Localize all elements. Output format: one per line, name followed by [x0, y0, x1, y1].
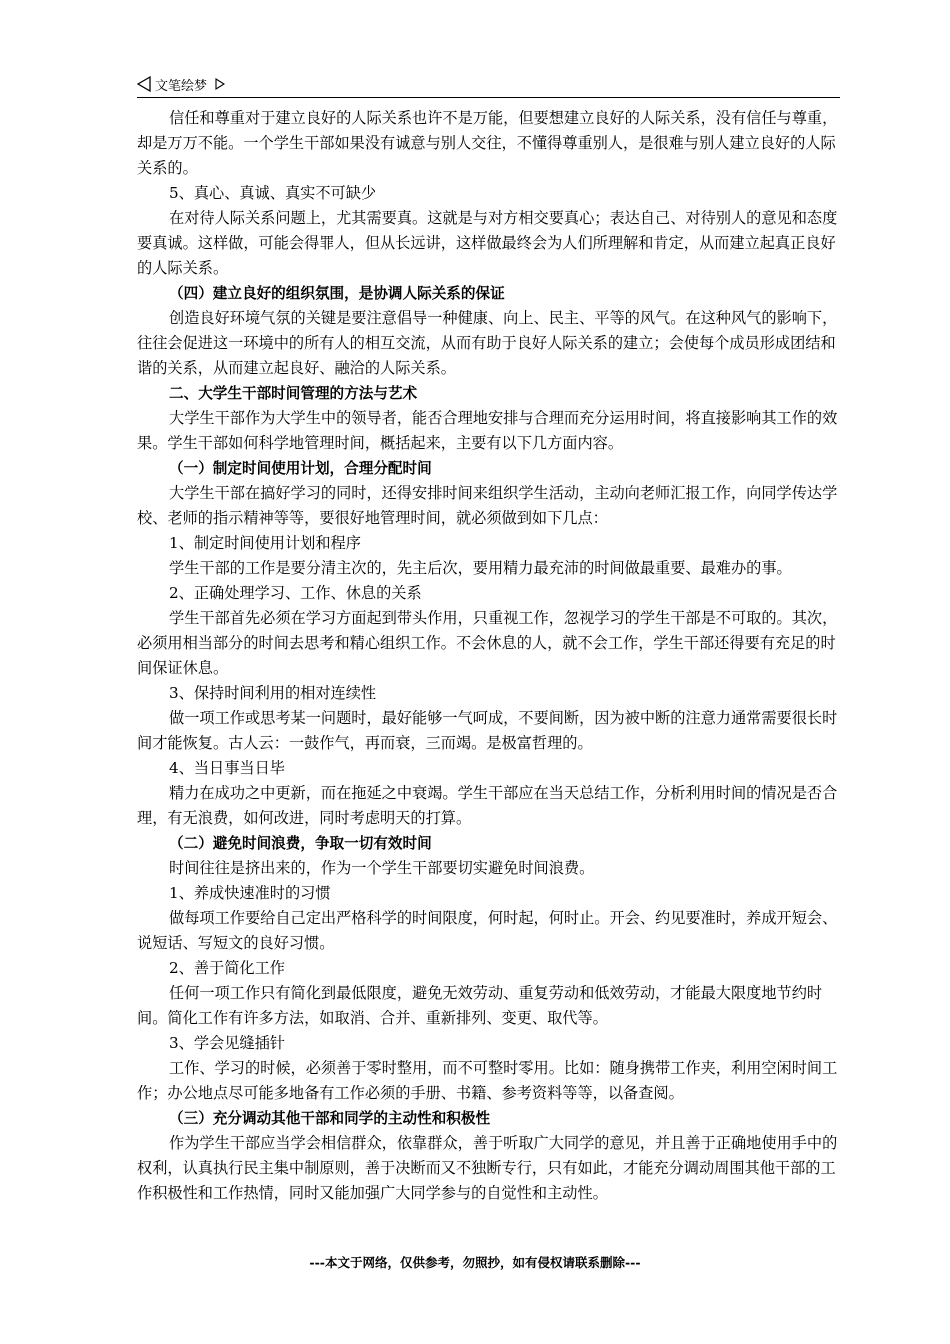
- page-header: [137, 74, 840, 96]
- body-paragraph: 1、制定时间使用计划和程序: [169, 534, 361, 552]
- body-paragraph: 做一项工作或思考某一问题时，最好能够一气呵成，不要间断，因为被中断的注意力通常需要很长时间才能恢复。古人云：一鼓作气，再而衰，三而竭。是极富哲理的。: [137, 709, 838, 752]
- header-title: 文笔绘梦: [155, 78, 208, 94]
- body-paragraph: 创造良好环境气氛的关键是要注意倡导一种健康、向上、民主、平等的风气。在这种风气的影响下，往往会促进这一环境中的所有人的相互交流，从而有助于良好人际关系的建立；会使每个成员形成团结和谐的关系，从而建立起良好、融洽的人际关系。: [137, 309, 838, 377]
- section-heading: 二、大学生干部时间管理的方法与艺术: [169, 385, 418, 402]
- body-paragraph: 工作、学习的时候，必须善于零时整用，而不可整时零用。比如：随身携带工作夹，利用空闲时间工作；办公地点尽可能多地备有工作必须的手册、书籍、参考资料等等，以备查阅。: [137, 1059, 838, 1102]
- section-heading: （三）充分调动其他干部和同学的主动性和积极性: [169, 1110, 491, 1127]
- header-divider: [137, 97, 840, 98]
- body-paragraph: 时间往往是挤出来的，作为一个学生干部要切实避免时间浪费。: [169, 859, 595, 877]
- body-paragraph: 作为学生干部应当学会相信群众，依靠群众，善于听取广大同学的意见，并且善于正确地使用手中的权利，认真执行民主集中制原则，善于决断而又不独断专行，只有如此，才能充分调动周围其他干部的工作积极性和工作热情，同时又能加强广大同学参与的自觉性和主动性。: [137, 1134, 838, 1202]
- body-paragraph: 3、保持时间利用的相对连续性: [169, 684, 377, 702]
- body-paragraph: 大学生干部在搞好学习的同时，还得安排时间来组织学生活动，主动向老师汇报工作，向同学传达学校、老师的指示精神等等，要很好地管理时间，就必须做到如下几点：: [137, 484, 838, 527]
- body-paragraph: 大学生干部作为大学生中的领导者，能否合理地安排与合理而充分运用时间，将直接影响其工作的效果。学生干部如何科学地管理时间，概括起来，主要有以下几方面内容。: [137, 409, 838, 452]
- document-body: [137, 106, 843, 1206]
- body-paragraph: 3、学会见缝插针: [169, 1034, 285, 1052]
- body-paragraph: 学生干部的工作是要分清主次的，先主后次，要用精力最充沛的时间做最重要、最难办的事。: [169, 559, 792, 577]
- body-paragraph: 精力在成功之中更新，而在拖延之中衰竭。学生干部应在当天总结工作，分析利用时间的情况是否合理，有无浪费，如何改进，同时考虑明天的打算。: [137, 784, 838, 827]
- triangle-left-outline-icon: [137, 76, 151, 92]
- body-paragraph: 学生干部首先必须在学习方面起到带头作用，只重视工作，忽视学习的学生干部是不可取的。其次，必须用相当部分的时间去思考和精心组织工作。不会休息的人，就不会工作，学生干部还得要有充足的时间保证休息。: [137, 609, 838, 677]
- body-paragraph: 信任和尊重对于建立良好的人际关系也许不是万能，但要想建立良好的人际关系，没有信任与尊重，却是万万不能。一个学生干部如果没有诚意与别人交往，不懂得尊重别人，是很难与别人建立良好的人际关系的。: [137, 109, 838, 177]
- page-footer: ---本文于网络，仅供参考，勿照抄，如有侵权请联系删除---: [309, 1255, 641, 1270]
- section-heading: （四）建立良好的组织氛围，是协调人际关系的保证: [169, 285, 505, 302]
- body-paragraph: 4、当日事当日毕: [169, 759, 285, 777]
- body-paragraph: 在对待人际关系问题上，尤其需要真。这就是与对方相交要真心；表达自己、对待别人的意见和态度要真诚。这样做，可能会得罪人，但从长远讲，这样做最终会为人们所理解和肯定，从而建立起真正良好的人际关系。: [137, 209, 838, 277]
- body-paragraph: 任何一项工作只有简化到最低限度，避免无效劳动、重复劳动和低效劳动，才能最大限度地节约时间。简化工作有许多方法，如取消、合并、重新排列、变更、取代等。: [137, 984, 823, 1027]
- body-paragraph: 5、真心、真诚、真实不可缺少: [169, 184, 377, 202]
- body-paragraph: 2、正确处理学习、工作、休息的关系: [169, 584, 422, 602]
- body-paragraph: 1、养成快速准时的习惯: [169, 884, 331, 902]
- body-paragraph: 2、善于简化工作: [169, 959, 285, 977]
- body-paragraph: 做每项工作要给自己定出严格科学的时间限度，何时起，何时止。开会、约见要准时，养成开短会、说短话、写短文的良好习惯。: [137, 909, 838, 952]
- triangle-right-outline-icon: [215, 78, 225, 90]
- section-heading: （二）避免时间浪费，争取一切有效时间: [169, 835, 432, 852]
- section-heading: （一）制定时间使用计划，合理分配时间: [169, 460, 432, 477]
